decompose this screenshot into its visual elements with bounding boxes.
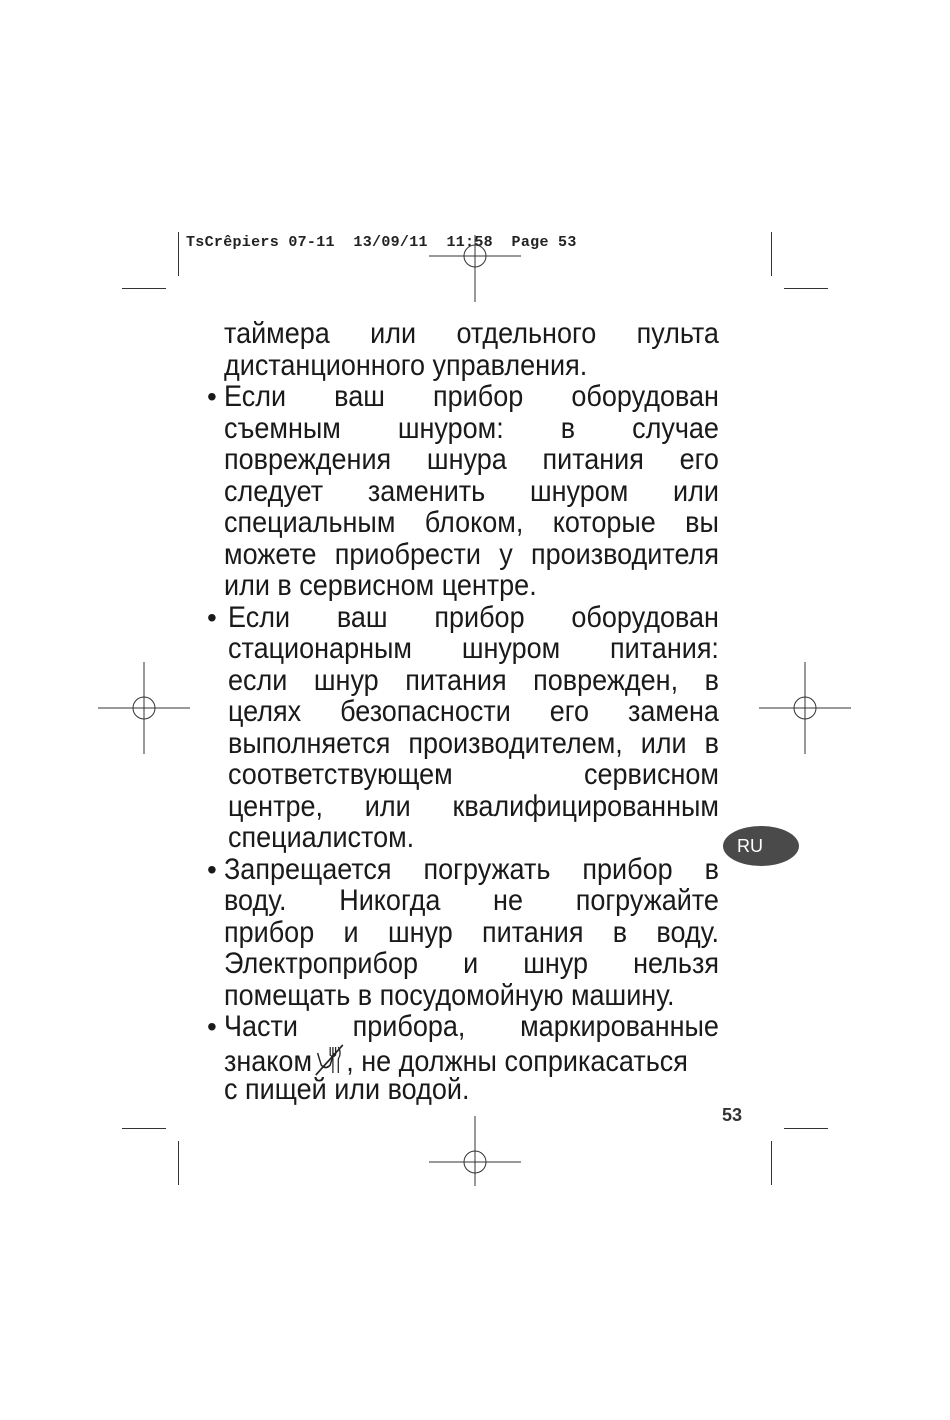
- text-line: специальным блоком, которые вы: [224, 506, 719, 539]
- text-fragment: , не должны соприкасаться: [346, 1044, 688, 1078]
- text-line: съемным шнуром: в случае: [224, 411, 719, 445]
- page-number: 53: [722, 1105, 743, 1125]
- bullet-item-food-contact: [207, 1011, 719, 1106]
- text-line: центре, или квалифицированным: [228, 789, 719, 823]
- bullet-icon: •: [207, 381, 217, 412]
- text-line: Если ваш прибор оборудован: [224, 380, 719, 413]
- registration-mark-icon: [98, 662, 190, 754]
- text-line: с пищей или водой.: [224, 1073, 470, 1106]
- text-line: целях безопасности его замена: [228, 695, 719, 728]
- text-line: следует заменить шнуром или: [224, 474, 719, 508]
- text-line: выполняется производителем, или в: [228, 726, 719, 760]
- crop-mark-top-right-vertical: [771, 232, 772, 276]
- text-line: воду. Никогда не погружайте: [224, 884, 719, 917]
- registration-mark-icon: [429, 210, 521, 302]
- text-line: стационарным шнуром питания:: [228, 632, 719, 665]
- bullet-icon: •: [207, 1011, 217, 1042]
- text-fragment: знаком: [224, 1044, 313, 1078]
- registration-mark-icon: [429, 1116, 521, 1208]
- text-line: Электроприбор и шнур нельзя: [224, 947, 719, 980]
- text-line: дистанционного управления.: [224, 348, 588, 382]
- bullet-icon: •: [207, 601, 217, 633]
- text-line: или в сервисном центре.: [224, 569, 537, 602]
- bullet-item-detachable-cord: [207, 381, 719, 602]
- crop-mark-bottom-left-vertical: [178, 1141, 179, 1185]
- bullet-item-no-immersion: [207, 854, 719, 1012]
- crop-mark-bottom-right-vertical: [771, 1141, 772, 1185]
- dishwasher-crossed-icon: [314, 1043, 345, 1077]
- crop-mark-top-left-horizontal: [122, 288, 166, 289]
- bullet-icon: •: [207, 853, 217, 885]
- registration-mark-icon: [759, 662, 851, 754]
- bullet-item-fixed-cord: [207, 602, 719, 854]
- text-line: прибор и шнур питания в воду.: [224, 915, 719, 949]
- text-line: можете приобрести у производителя: [224, 537, 719, 571]
- crop-mark-bottom-right-horizontal: [784, 1128, 828, 1129]
- text-line: Части прибора, маркированные: [224, 1010, 719, 1043]
- text-line: если шнур питания поврежден, в: [228, 663, 719, 697]
- text-line: специалистом.: [228, 821, 415, 854]
- text-line-with-icon: [224, 1043, 719, 1078]
- crop-mark-top-left-vertical: [178, 232, 179, 276]
- text-line: соответствующем сервисном: [228, 758, 719, 791]
- text-line: повреждения шнура питания его: [224, 443, 719, 476]
- crop-mark-bottom-left-horizontal: [122, 1128, 166, 1129]
- safety-instructions-text: [207, 318, 719, 1106]
- crop-mark-top-right-horizontal: [784, 288, 828, 289]
- text-line: помещать в посудомойную машину.: [224, 978, 675, 1012]
- paragraph-continuation: [207, 318, 719, 381]
- language-badge: RU: [723, 826, 799, 866]
- slug-line: TsCrêpiers 07-11 13/09/11 11:58 Page 53: [186, 234, 577, 251]
- text-line: Если ваш прибор оборудован: [228, 600, 719, 634]
- text-line: таймера или отдельного пульта: [224, 317, 719, 350]
- text-line: Запрещается погружать прибор в: [224, 852, 719, 886]
